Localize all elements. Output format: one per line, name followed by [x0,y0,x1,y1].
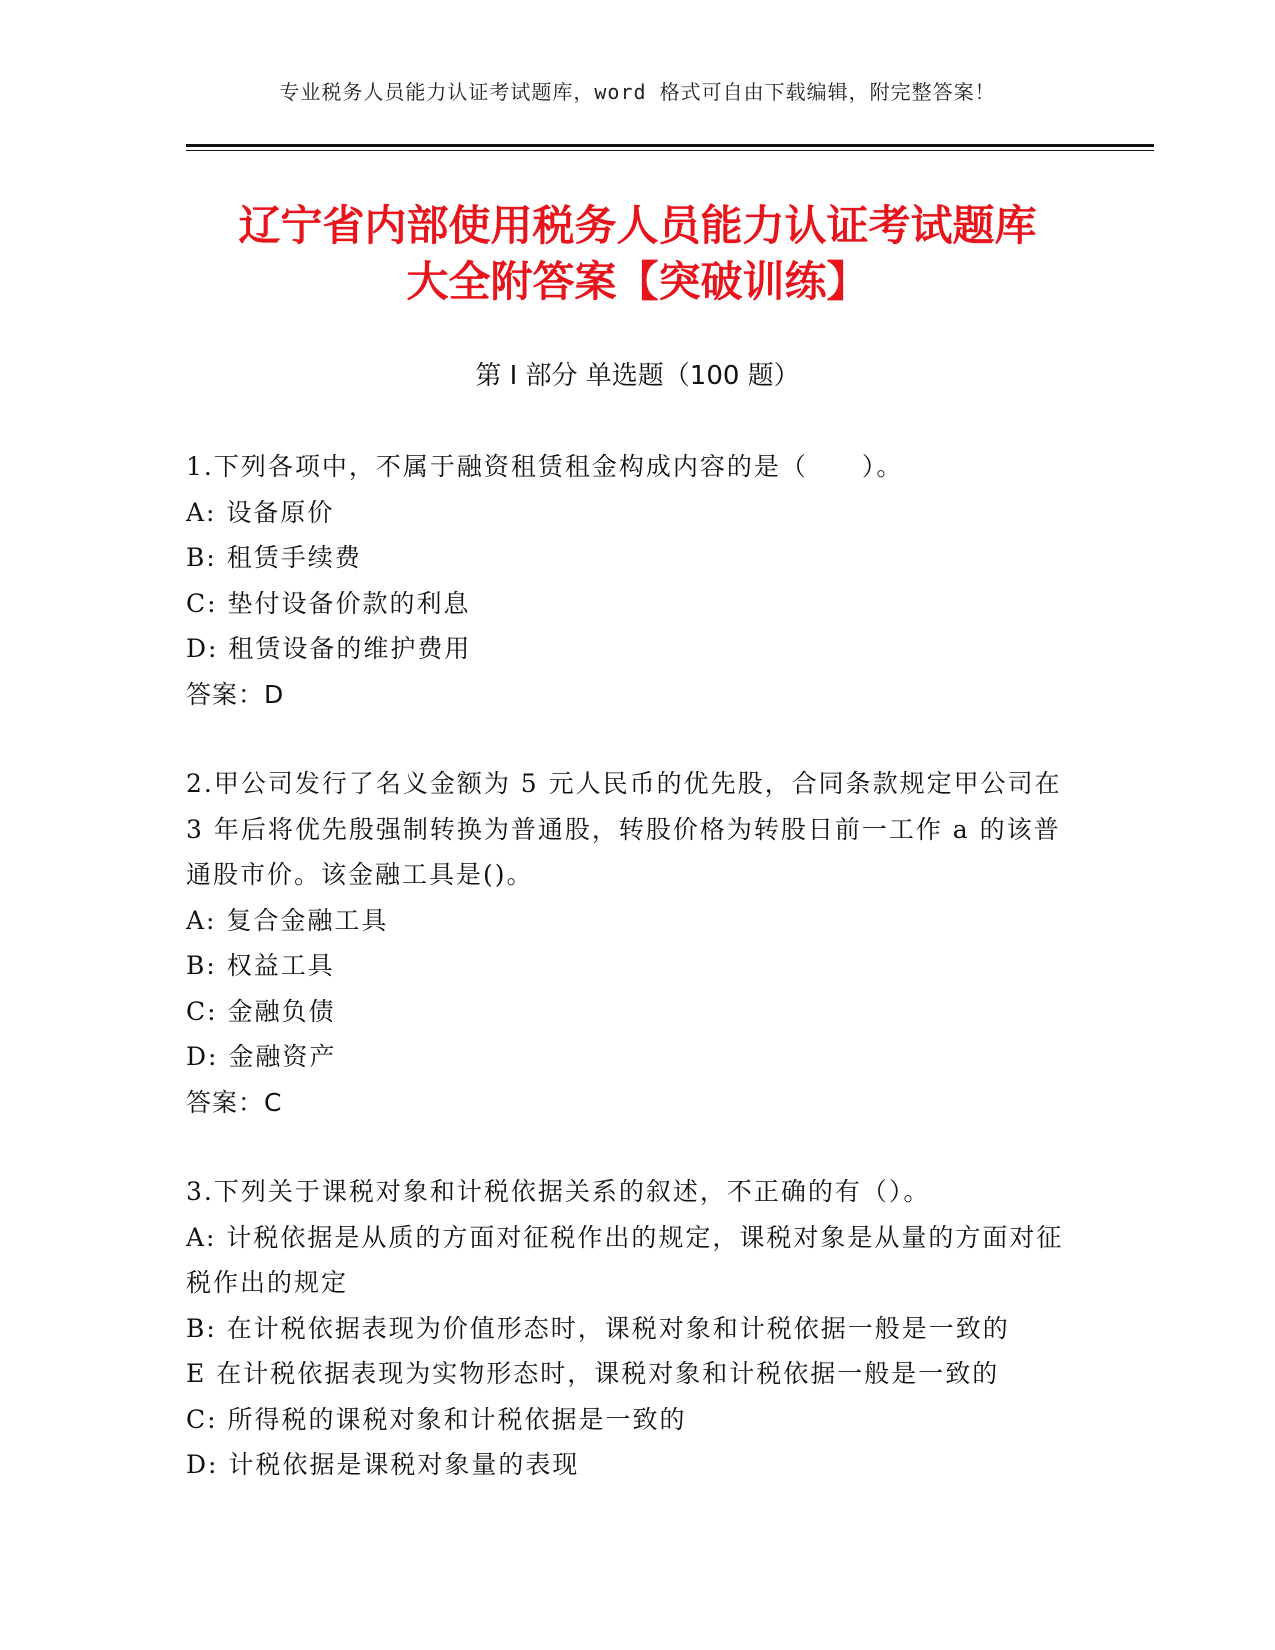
question-1 [186,444,1086,717]
question-2 [186,761,1086,1125]
option-b: B: 在计税依据表现为价值形态时，课税对象和计税依据一般是一致的 [186,1313,1010,1343]
title-line-1: 辽宁省内部使用税务人员能力认证考试题库 [238,201,1037,250]
option-e: E 在计税依据表现为实物形态时，课税对象和计税依据一般是一致的 [186,1359,1000,1388]
option-a: A: 计税依据是从质的方面对征税作出的规定，课税对象是从量的方面对征税作出的规定 [186,1222,1064,1297]
option-a: A: 复合金融工具 [186,905,389,935]
header-note: 专业税务人员能力认证考试题库，word 格式可自由下载编辑，附完整答案！ [279,80,996,104]
option-d: D: 计税依据是课税对象量的表现 [186,1450,580,1479]
section-heading: 第 I 部分 单选题（100 题） [475,361,800,391]
question-stem: 2.甲公司发行了名义金额为 5 元人民币的优先股，合同条款规定甲公司在 3 年后将优先殷强制转换为普通股，转股价格为转股日前一工作 a 的该普通股市价。该金融工具是()。 [186,769,1062,889]
option-c: C: 金融负债 [186,996,336,1026]
question-list [186,444,1086,1532]
answer: 答案：C [186,1087,283,1117]
option-d: D: 租赁设备的维护费用 [186,634,472,663]
question-3 [186,1169,1086,1488]
option-a: A: 设备原价 [186,497,335,527]
question-stem: 1.下列各项中，不属于融资租赁租金构成内容的是（ ）。 [186,452,904,481]
option-b: B: 租赁手续费 [186,543,362,572]
option-b: B: 权益工具 [186,951,335,980]
option-c: C: 垫付设备价款的利息 [186,588,471,618]
header-rule-thick [186,144,1154,147]
question-stem: 3.下列关于课税对象和计税依据关系的叙述，不正确的有（）。 [186,1177,931,1206]
option-c: C: 所得税的课税对象和计税依据是一致的 [186,1404,687,1434]
option-d: D: 金融资产 [186,1042,337,1071]
header-rule-thin [186,150,1154,151]
title-line-2: 大全附答案【突破训练】 [406,257,869,306]
document-title [150,198,1125,310]
answer: 答案：D [186,679,285,709]
